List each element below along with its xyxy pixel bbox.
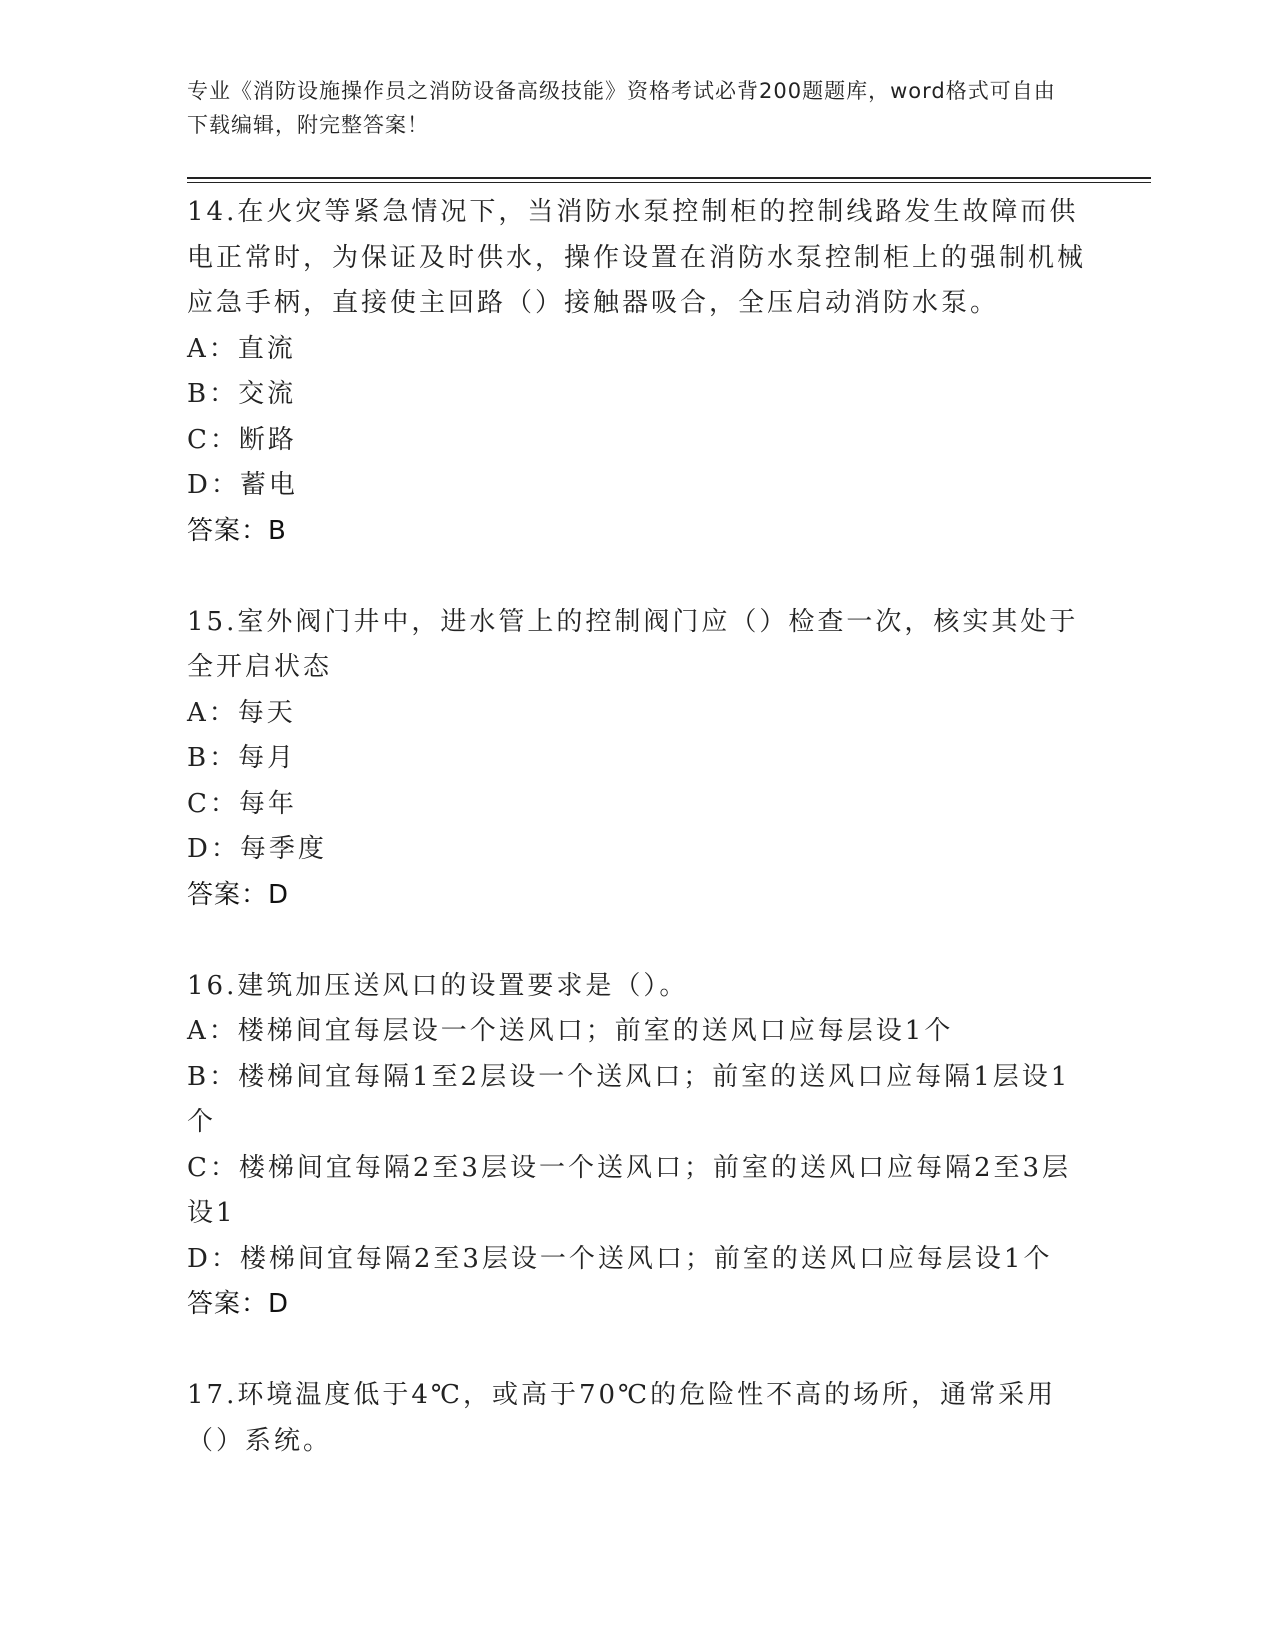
header-divider-thick xyxy=(187,177,1151,179)
option-c: C：断路 xyxy=(187,424,297,455)
option-b: B：每月 xyxy=(187,743,297,773)
document-header: 专业《消防设施操作员之消防设备高级技能》资格考试必背200题题库，word格式可自由下载编辑，附完整答案！ xyxy=(187,79,1056,137)
option-c: C：每年 xyxy=(187,788,297,819)
option-b: B：楼梯间宜每隔1至2层设一个送风口；前室的送风口应每隔1层设1个 xyxy=(187,1061,1071,1137)
question-16 xyxy=(187,964,1087,1328)
question-list xyxy=(187,190,1087,1464)
option-b: B：交流 xyxy=(187,379,297,409)
question-stem: 16.建筑加压送风口的设置要求是（）。 xyxy=(187,970,689,1001)
question-17 xyxy=(187,1373,1087,1464)
question-stem: 14.在火灾等紧急情况下，当消防水泵控制柜的控制线路发生故障而供电正常时，为保证及时供水，操作设置在消防水泵控制柜上的强制机械应急手柄，直接使主回路（）接触器吸合，全压启动消防水泵。 xyxy=(187,197,1087,318)
answer-line: 答案：D xyxy=(187,879,290,910)
answer-line: 答案：D xyxy=(187,1289,290,1319)
option-a: A：每天 xyxy=(187,697,296,728)
question-14 xyxy=(187,190,1087,554)
option-c: C：楼梯间宜每隔2至3层设一个送风口；前室的送风口应每隔2至3层设1 xyxy=(187,1152,1072,1228)
question-stem: 17.环境温度低于4℃，或高于70℃的危险性不高的场所，通常采用（）系统。 xyxy=(187,1380,1057,1456)
question-stem: 15.室外阀门井中，进水管上的控制阀门应（）检查一次，核实其处于全开启状态 xyxy=(187,606,1079,682)
option-d: D：楼梯间宜每隔2至3层设一个送风口；前室的送风口应每层设1个 xyxy=(187,1243,1053,1274)
option-d: D：蓄电 xyxy=(187,470,298,500)
question-15 xyxy=(187,600,1087,919)
header-divider-thin xyxy=(187,182,1151,183)
option-a: A：楼梯间宜每层设一个送风口；前室的送风口应每层设1个 xyxy=(187,1016,954,1046)
answer-line: 答案：B xyxy=(187,515,287,546)
option-d: D：每季度 xyxy=(187,834,327,864)
option-a: A：直流 xyxy=(187,333,296,364)
